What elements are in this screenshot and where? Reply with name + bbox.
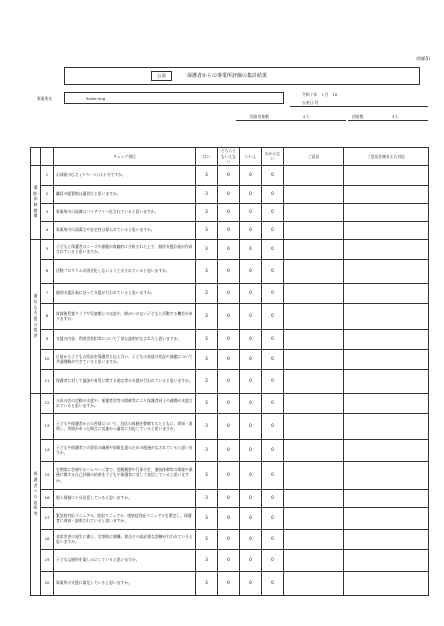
neutral-count: 0 <box>218 393 240 413</box>
table-row <box>31 303 429 329</box>
no-count: 0 <box>240 329 262 349</box>
item-number: 8 <box>41 303 54 329</box>
check-item-text: 保護者に対して面談や育児に関する助言等の支援が行われていると思いますか。 <box>54 369 196 393</box>
header-yes: はい <box>196 148 218 166</box>
response-cell <box>344 549 429 571</box>
opinion-cell <box>284 259 344 283</box>
item-number: 2 <box>41 185 54 203</box>
category-label: 環境・体制整備 <box>33 184 41 219</box>
facility-label: 事業所名 <box>37 96 53 101</box>
yes-count: 3 <box>196 571 218 595</box>
opinion-cell <box>284 329 344 349</box>
collected-line <box>348 120 428 121</box>
survey-date: 令和７年 １月 10 <box>302 92 338 97</box>
neutral-count: 0 <box>218 283 240 303</box>
response-cell <box>344 571 429 595</box>
response-cell <box>344 221 429 239</box>
table-row <box>31 329 429 349</box>
check-item-text: 職員の配置数は適切だと思いますか。 <box>54 185 196 203</box>
item-number: 3 <box>41 203 54 221</box>
neutral-count: 0 <box>218 369 240 393</box>
opinion-cell <box>284 393 344 413</box>
no-count: 0 <box>240 439 262 461</box>
header-opinion: ご意見 <box>284 148 344 166</box>
no-count: 0 <box>240 349 262 369</box>
item-number: 14 <box>41 439 54 461</box>
yes-count: 3 <box>196 413 218 439</box>
no-count: 0 <box>240 369 262 393</box>
header-number <box>41 148 54 166</box>
opinion-cell <box>284 165 344 185</box>
response-cell <box>344 303 429 329</box>
publication-badge: 公表 <box>151 71 172 81</box>
no-count: 0 <box>240 239 262 259</box>
item-number: 17 <box>41 507 54 529</box>
header-no: いいえ <box>240 148 262 166</box>
response-cell <box>344 165 429 185</box>
unknown-count: 0 <box>262 283 284 303</box>
category-cell <box>31 165 41 239</box>
unknown-count: 0 <box>262 203 284 221</box>
opinion-cell <box>284 529 344 549</box>
category-cell <box>31 393 41 595</box>
table-row <box>31 259 429 283</box>
check-item-text: 父母の会の活動の支援や、保護者会等の開催等により保護者同士の連携が支援されていると思いますか。 <box>54 393 196 413</box>
yes-count: 3 <box>196 283 218 303</box>
response-cell <box>344 489 429 507</box>
header-neutral: どちらともいえない <box>218 148 240 166</box>
respondents-label: 回収対象数 <box>250 114 269 119</box>
opinion-cell <box>284 439 344 461</box>
item-number: 7 <box>41 283 54 303</box>
opinion-cell <box>284 185 344 203</box>
title-box <box>64 67 420 85</box>
check-item-text: 子どもや保護者との意思の疎通や情報伝達のための配慮がなされていると思いますか。 <box>54 439 196 461</box>
yes-count: 3 <box>196 461 218 489</box>
neutral-count: 0 <box>218 239 240 259</box>
opinion-cell <box>284 549 344 571</box>
check-item-text: お部屋の広さ (スペース) は十分ですか。 <box>54 165 196 185</box>
item-number: 1 <box>41 165 54 185</box>
yes-count: 3 <box>196 185 218 203</box>
opinion-cell <box>284 507 344 529</box>
response-cell <box>344 239 429 259</box>
response-cell <box>344 529 429 549</box>
item-number: 19 <box>41 549 54 571</box>
yes-count: 3 <box>196 329 218 349</box>
response-cell <box>344 283 429 303</box>
opinion-cell <box>284 461 344 489</box>
unknown-count: 0 <box>262 185 284 203</box>
yes-count: 3 <box>196 303 218 329</box>
check-item-text: 非常災害の発生に備え、定期的に避難、救出その他必要な訓練が行われていると思いますか。 <box>54 529 196 549</box>
no-count: 0 <box>240 221 262 239</box>
neutral-count: 0 <box>218 203 240 221</box>
opinion-cell <box>284 349 344 369</box>
check-item-text: 活動プログラムが固定化しないよう工夫されていると思いますか。 <box>54 259 196 283</box>
table-row <box>31 369 429 393</box>
no-count: 0 <box>240 571 262 595</box>
neutral-count: 0 <box>218 259 240 283</box>
yes-count: 3 <box>196 203 218 221</box>
check-item-text: 日頃から子どもの状況を保護者と伝え合い、子どもの発達の状況や課題について共通理解ができていると思いますか。 <box>54 349 196 369</box>
response-cell <box>344 369 429 393</box>
opinion-cell <box>284 203 344 221</box>
table-row <box>31 393 429 413</box>
neutral-count: 0 <box>218 549 240 571</box>
check-item-text: 放課後児童クラブや児童館との交流や、障がいのない子どもと活動する機会がありますか。 <box>54 303 196 329</box>
unknown-count: 0 <box>262 393 284 413</box>
table-row <box>31 571 429 595</box>
unknown-count: 0 <box>262 413 284 439</box>
no-count: 0 <box>240 549 262 571</box>
yes-count: 3 <box>196 259 218 283</box>
item-number: 4 <box>41 221 54 239</box>
category-label: 保護者への説明等 <box>33 471 38 517</box>
no-count: 0 <box>240 489 262 507</box>
neutral-count: 0 <box>218 185 240 203</box>
response-cell <box>344 393 429 413</box>
unknown-count: 0 <box>262 165 284 185</box>
table-row <box>31 283 429 303</box>
neutral-count: 0 <box>218 303 240 329</box>
reference-label: (別紙5) <box>416 56 430 61</box>
header-category <box>31 148 41 166</box>
response-cell <box>344 439 429 461</box>
no-count: 0 <box>240 507 262 529</box>
table-row <box>31 203 429 221</box>
response-cell <box>344 185 429 203</box>
publish-date-line <box>290 106 428 107</box>
publish-date-label: 公表日 付 <box>302 100 319 105</box>
no-count: 0 <box>240 185 262 203</box>
check-item-text: 定期的に会報やホームページ等で、活動概要や行事予定、連絡体制等の情報や業務に関する自己評価の結果を子どもや保護者に対して発信していると思いますか。 <box>54 461 196 489</box>
item-number: 9 <box>41 329 54 349</box>
unknown-count: 0 <box>262 259 284 283</box>
opinion-cell <box>284 489 344 507</box>
item-number: 10 <box>41 349 54 369</box>
neutral-count: 0 <box>218 221 240 239</box>
neutral-count: 0 <box>218 439 240 461</box>
opinion-cell <box>284 413 344 439</box>
check-item-text: 緊急時対応マニュアル、防犯マニュアル、感染症対応マニュアルを策定し、保護者に周知・説明されていると思いますか。 <box>54 507 196 529</box>
neutral-count: 0 <box>218 571 240 595</box>
response-cell <box>344 507 429 529</box>
evaluation-table <box>30 147 429 596</box>
yes-count: 3 <box>196 349 218 369</box>
yes-count: 3 <box>196 529 218 549</box>
yes-count: 3 <box>196 165 218 185</box>
yes-count: 3 <box>196 439 218 461</box>
neutral-count: 0 <box>218 329 240 349</box>
yes-count: 3 <box>196 221 218 239</box>
no-count: 0 <box>240 203 262 221</box>
neutral-count: 0 <box>218 507 240 529</box>
unknown-count: 0 <box>262 507 284 529</box>
category-label: 適切な支援の提供 <box>33 293 38 339</box>
unknown-count: 0 <box>262 329 284 349</box>
item-number: 6 <box>41 259 54 283</box>
neutral-count: 0 <box>218 489 240 507</box>
table-row <box>31 221 429 239</box>
table-row <box>31 549 429 571</box>
opinion-cell <box>284 369 344 393</box>
no-count: 0 <box>240 461 262 489</box>
header-response: ご意見を踏まえた対応 <box>344 148 429 166</box>
item-number: 13 <box>41 413 54 439</box>
no-count: 0 <box>240 283 262 303</box>
response-cell <box>344 203 429 221</box>
check-item-text: 個別支援計画に沿って支援が行われていると思いますか。 <box>54 283 196 303</box>
unknown-count: 0 <box>262 529 284 549</box>
yes-count: 3 <box>196 393 218 413</box>
neutral-count: 0 <box>218 461 240 489</box>
unknown-count: 0 <box>262 349 284 369</box>
table-header-row <box>31 148 429 166</box>
neutral-count: 0 <box>218 349 240 369</box>
neutral-count: 0 <box>218 413 240 439</box>
category-cell <box>31 239 41 393</box>
neutral-count: 0 <box>218 165 240 185</box>
yes-count: 3 <box>196 507 218 529</box>
check-item-text: 事業所内の清潔さや安全性は保たれていると思いますか。 <box>54 221 196 239</box>
item-number: 11 <box>41 369 54 393</box>
table-row <box>31 507 429 529</box>
respondents-line <box>236 120 346 121</box>
facility-name: Smile ring <box>86 96 106 101</box>
item-number: 18 <box>41 529 54 549</box>
item-number: 12 <box>41 393 54 413</box>
respondents-value: ４人 <box>302 114 310 119</box>
check-item-text: 個人情報に十分注意していると思いますか。 <box>54 489 196 507</box>
opinion-cell <box>284 283 344 303</box>
check-item-text: 子どもは通所を楽しみにしていると思いますか。 <box>54 549 196 571</box>
unknown-count: 0 <box>262 221 284 239</box>
check-item-text: 事業所内の設備はバリアフリー化されていると思いますか。 <box>54 203 196 221</box>
neutral-count: 0 <box>218 529 240 549</box>
no-count: 0 <box>240 413 262 439</box>
no-count: 0 <box>240 259 262 283</box>
collected-label: 回収数 <box>352 114 364 119</box>
unknown-count: 0 <box>262 571 284 595</box>
unknown-count: 0 <box>262 461 284 489</box>
header-unknown: わからない <box>262 148 284 166</box>
response-cell <box>344 349 429 369</box>
table-row <box>31 461 429 489</box>
no-count: 0 <box>240 393 262 413</box>
check-item-text: 子どもと保護者のニーズや課題が客観的に分析された上で、個別支援計画が作成されていると思いますか。 <box>54 239 196 259</box>
yes-count: 3 <box>196 549 218 571</box>
check-item-text: 支援の内容、利用者負担等について丁寧な説明がなされたと思いますか。 <box>54 329 196 349</box>
item-number: 15 <box>41 461 54 489</box>
no-count: 0 <box>240 165 262 185</box>
opinion-cell <box>284 571 344 595</box>
opinion-cell <box>284 303 344 329</box>
table-row <box>31 185 429 203</box>
unknown-count: 0 <box>262 369 284 393</box>
table-row <box>31 529 429 549</box>
item-number: 16 <box>41 489 54 507</box>
response-cell <box>344 259 429 283</box>
page-title: 保護者からの事業所評価の集計結果 <box>187 73 268 79</box>
table-row <box>31 239 429 259</box>
collected-value: 3人 <box>392 114 399 119</box>
unknown-count: 0 <box>262 549 284 571</box>
response-cell <box>344 329 429 349</box>
unknown-count: 0 <box>262 439 284 461</box>
yes-count: 3 <box>196 489 218 507</box>
opinion-cell <box>284 239 344 259</box>
response-cell <box>344 461 429 489</box>
no-count: 0 <box>240 529 262 549</box>
check-item-text: 子どもや保護者からの苦情について、対応の体制を整備するとともに、周知・説明し、苦情があった場合に迅速かつ適切に対応していると思いますか。 <box>54 413 196 439</box>
unknown-count: 0 <box>262 239 284 259</box>
table-row <box>31 439 429 461</box>
table-row <box>31 349 429 369</box>
yes-count: 3 <box>196 239 218 259</box>
yes-count: 3 <box>196 369 218 393</box>
no-count: 0 <box>240 303 262 329</box>
table-row <box>31 165 429 185</box>
unknown-count: 0 <box>262 303 284 329</box>
item-number: 5 <box>41 239 54 259</box>
check-item-text: 事業所の支援に満足していると思いますか。 <box>54 571 196 595</box>
table-row <box>31 413 429 439</box>
unknown-count: 0 <box>262 489 284 507</box>
response-cell <box>344 413 429 439</box>
table-row <box>31 489 429 507</box>
header-check-item: チェック項目 <box>54 148 196 166</box>
opinion-cell <box>284 221 344 239</box>
item-number: 20 <box>41 571 54 595</box>
